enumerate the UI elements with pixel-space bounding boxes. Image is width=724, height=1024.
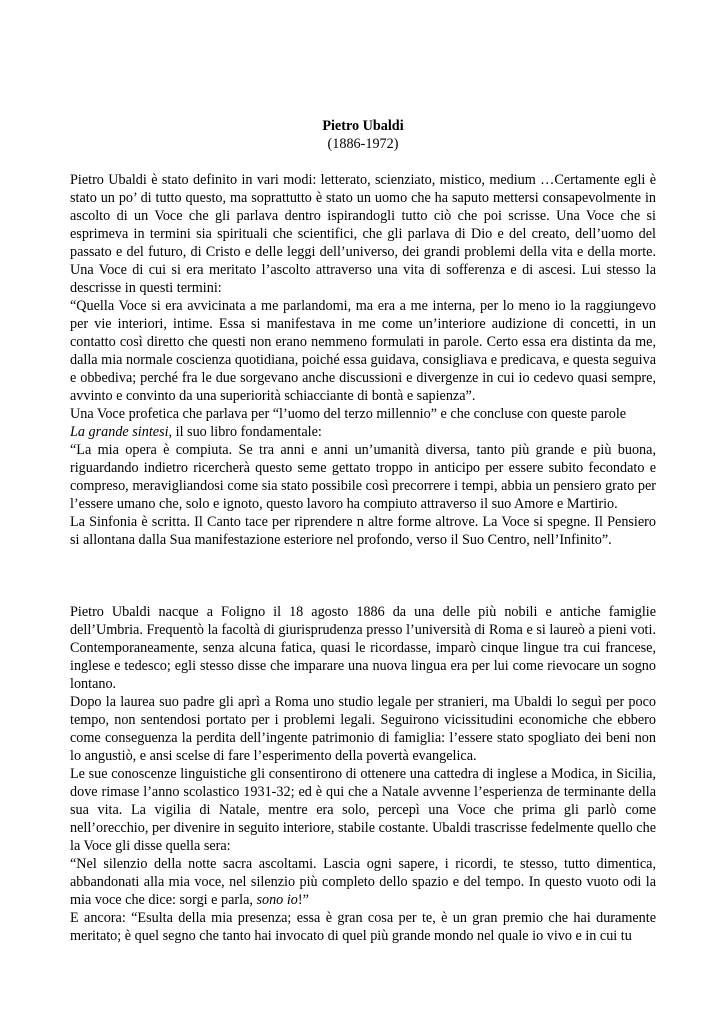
paragraph: Dopo la laurea suo padre gli aprì a Roma uno studio legale per stranieri, ma Ubaldi lo seguì per poco tempo, non sentendosi portato per i problemi legali. Seguirono vicissitudini economiche che ebbero come conseguenza la perdita dell’ingente patrimonio di famiglia: l’essere stato spogliato dei beni non lo angustiò, e ansi scelse di fare l’esperimento della povertà evangelica.	[70, 694, 656, 764]
text-run: , il suo libro fondamentale:	[168, 424, 322, 440]
section-biography	[70, 603, 656, 945]
quote-paragraph: La Sinfonia è scritta. Il Canto tace per riprendere n altre forme altrove. La Voce si spegne. Il Pensiero si allontana dalla Sua manifestazione esteriore nel profondo, verso il Suo Centro, nell’Infinito”.	[70, 514, 656, 548]
paragraph	[70, 405, 656, 441]
italic-phrase: sono io	[256, 892, 298, 908]
quote-paragraph: “Quella Voce si era avvicinata a me parlandomi, ma era a me interna, per lo meno io la raggiungevo per vie interiori, intime. Essa si manifestava in me come un’interiore audizione di concetti, in un contatto così diretto che questi non erano nemmeno formulati in parole. Certo essa era distinta da me, dalla mia normale coscienza quotidiana, poiché essa guidava, consigliava e predicava, e questa seguiva e obbediva; perché fra le due sorgevano anche discussioni e divergenze in cui io cedevo quasi sempre, avvinto e convinto da una superiorità schiacciante di bontà e sapienza”.	[70, 298, 656, 404]
section-intro	[70, 171, 656, 549]
text-run: Una Voce profetica che parlava per “l’uomo del terzo millennio” e che concluse con queste parole	[70, 406, 627, 422]
document-title: Pietro Ubaldi	[322, 118, 404, 134]
section-gap	[70, 549, 656, 603]
book-title: La grande sintesi	[70, 424, 169, 440]
paragraph: Le sue conoscenze linguistiche gli consentirono di ottenere una cattedra di inglese a Modica, in Sicilia, dove rimase l’anno scolastico 1931-32; ed è qui che a Natale avvenne l’esperienza de terminante della sua vita. La vigilia di Natale, mentre era solo, percepì una Voce che prima gli parlò come nell’orecchio, per divenire in seguito interiore, stabile costante. Ubaldi trascrisse fedelmente quello che la Voce gli disse quella sera:	[70, 766, 656, 854]
document-dates: (1886-1972)	[327, 136, 399, 152]
quote-paragraph: “La mia opera è compiuta. Se tra anni e anni un’umanità diversa, tanto più grande e più buona, riguardando indietro ricercherà questo seme gettato troppo in anticipo per essere subito fecondato e compreso, meravigliandosi come sia stato possibile così precorrere i tempi, abbia un pensiero grato per l’essere umano che, solo e ignoto, questo lavoro ha compiuto attraverso il suo Amore e Martirio.	[70, 442, 656, 512]
text-run: “Nel silenzio della notte sacra ascoltami. Lascia ogni sapere, i ricordi, te stesso, tutto dimentica, abbandonati alla mia voce, nel silenzio più completo dello spazio e del tempo. In questo vuoto odi la mia voce che dice: sorgi e parla,	[70, 856, 656, 908]
paragraph: Pietro Ubaldi è stato definito in vari modi: letterato, scienziato, mistico, medium …Certamente egli è stato un po’ di tutto questo, ma soprattutto è stato un uomo che ha saputo mettersi consapevolmente in ascolto di un Voce che gli parlava dentro ispirandogli tutto ciò che poi scrisse. Una Voce che si esprimeva in termini sia spirituali che scientifici, che gli parlava di Dio e del creato, dell’uomo del passato e del futuro, di Cristo e delle leggi dell’universo, dei grandi problemi della vita e della morte. Una Voce di cui si era meritato l’ascolto attraverso una vita di sofferenza e di ascesi. Lui stesso la descrisse in questi termini:	[70, 172, 656, 296]
paragraph: Pietro Ubaldi nacque a Foligno il 18 agosto 1886 da una delle più nobili e antiche famiglie dell’Umbria. Frequentò la facoltà di giurisprudenza presso l’università di Roma e si laureò a pieni voti. Contemporaneamente, senza alcuna fatica, quasi le ricordasse, imparò cinque lingue tra cui francese, inglese e tedesco; egli stesso disse che imparare una nuova lingua era per lui come rievocare un sogno lontano.	[70, 604, 656, 692]
text-run: !”	[297, 892, 309, 908]
quote-paragraph	[70, 855, 656, 909]
document-page	[70, 117, 656, 945]
paragraph: E ancora: “Esulta della mia presenza; essa è gran cosa per te, è un gran premio che hai duramente meritato; è quel segno che tanto hai invocato di quel più grande mondo nel quale io vivo e in cui tu	[70, 910, 656, 944]
title-block	[70, 117, 656, 153]
